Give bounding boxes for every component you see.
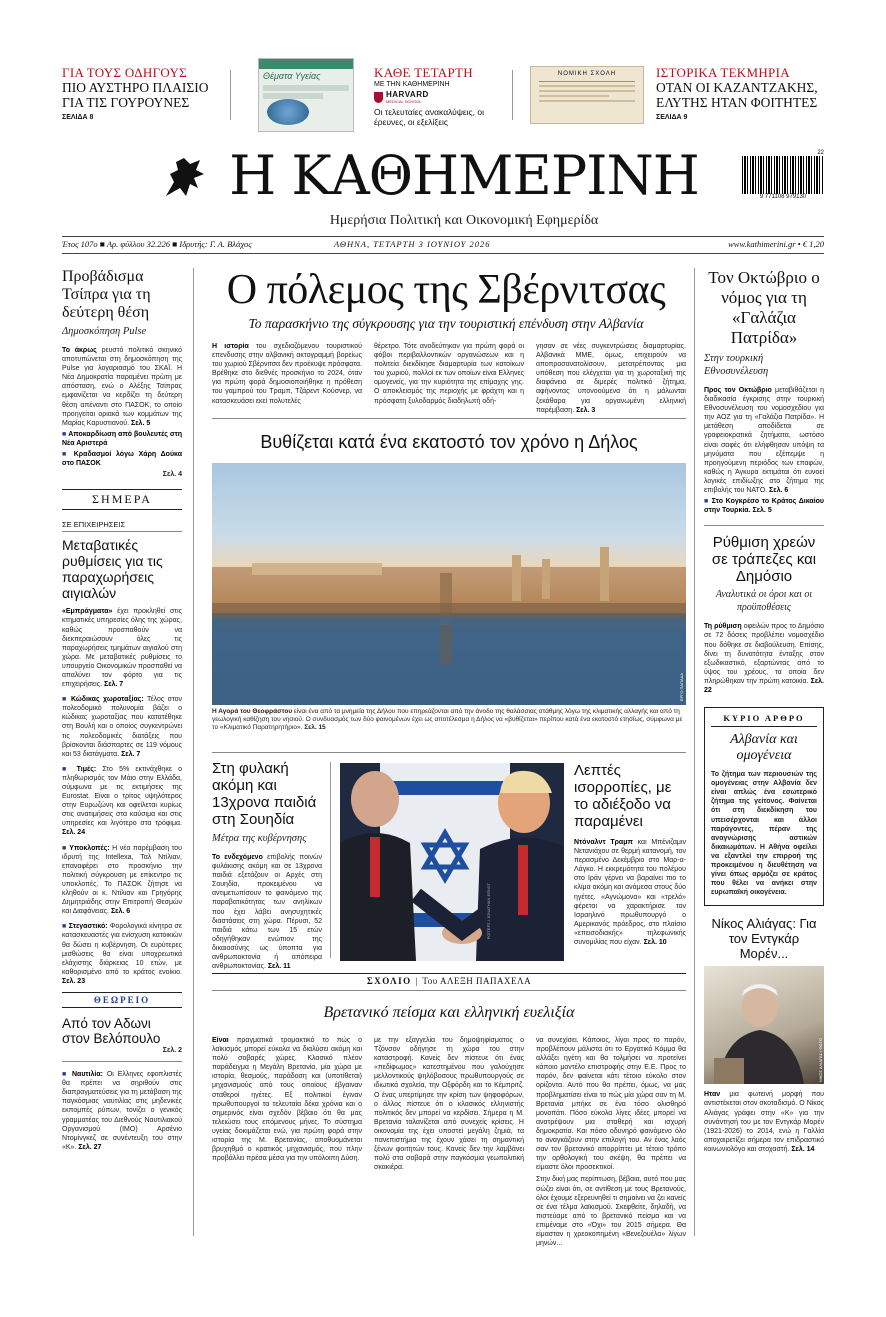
teaser-kicker: ΙΣΤΟΡΙΚΑ ΤΕΚΜΗΡΙΑ (656, 65, 790, 80)
related-bullet[interactable]: ■ Στο Κογκρέσο το Κράτος Δικαίου στην Τουρκία. Σελ. 5 (704, 498, 824, 515)
photo-credit: ΝΙΚΟΣ ΑΛΙΑΓΑΣ / ΦΩΤΟ (818, 1038, 823, 1083)
rule (62, 1061, 182, 1062)
business-label: ΣΕ ΕΠΙΧΕΙΡΗΣΕΙΣ (62, 520, 182, 532)
teaser-title: ΠΙΟ ΑΥΣΤΗΡΟ ΠΛΑΙΣΙΟ ΓΙΑ ΤΙΣ ΓΟΥΡΟΥΝΕΣ (62, 80, 209, 110)
prison-story (212, 760, 322, 971)
teaser-drivers[interactable] (62, 66, 222, 121)
brand-name: HARVARD (386, 90, 429, 99)
teaser-page: ΣΕΛΙΔΑ 8 (62, 114, 94, 121)
story-title[interactable]: Λεπτές ισορροπίες, με το αδιέξοδο να παραμένει (574, 762, 672, 830)
editorial-label: ΚΥΡΙΟ ΑΡΘΡΟ (711, 713, 817, 727)
teaser-history[interactable] (656, 66, 826, 121)
teaser-title: ΟΤΑΝ ΟΙ ΚΑΖΑΝΤΖΑΚΗΣ, ΕΛΥΤΗΣ ΗΤΑΝ ΦΟΙΤΗΤΕΣ (656, 80, 818, 110)
brief-item[interactable]: ■ Τιμές: Στο 5% εκτινάχθηκε ο πληθωρισμός τον Μάιο στην Ελλάδα, σύμφωνα με τις εκτιμήσεις της Eurostat. Είναι ο τρίτος υψηλότερος στην Ευρωζώνη και οφείλεται κυρίως στις ανατιμήσεις στα καύσιμα και στις υπηρεσίες και λιγότερο στα τρόφιμα. Σελ. 24 (62, 765, 183, 837)
theory-label: ΘΕΩΡΕΙΟ (93, 994, 151, 1005)
story-title[interactable]: Μεταβατικές ρυθμίσεις για τις παραχωρήσεις αιγιαλών (62, 537, 163, 602)
historical-document-image[interactable] (530, 66, 644, 124)
teaser-kicker: ΚΑΘΕ ΤΕΤΑΡΤΗ (374, 65, 473, 80)
story-title[interactable]: Προβάδισμα Τσίπρα για τη δεύτερη θέση (62, 268, 151, 321)
story-sub: Μέτρα της κυβέρνησης (212, 833, 307, 844)
story-body: Το άκρως ρευστό πολιτικό σκηνικό αποτυπώνεται στη δημοσκόπηση της Pulse για λογαριασμό του ΣΚΑΪ. Η Νέα Δημοκρατία παραμένει πρώτη με απόσταση, ενώ ο Αλέξης Τσίπρας εμφανίζεται να κερδίζει τη δεύτερη θέση απέναντι στο ΠΑΣΟΚ, το οποίο προηγείται οριακά των κομμάτων της Μαρίας Καρυστιανού. Σελ. 5 (62, 347, 182, 427)
griffin-logo-icon (160, 152, 208, 202)
column-divider (694, 268, 695, 1236)
info-bar (62, 238, 824, 252)
editorial-title[interactable]: Αλβανία και ομογένεια (730, 732, 798, 764)
brief-item[interactable]: ■ Κώδικας χωροταξίας: Τέλος στον πολεοδομικό πολυνομία βάζει ο κώδικας χωροταξίας που κατατέθηκε στη Βουλή και ο οποίος συγκεντρώνει τις πολεοδομικές διατάξεις που βρίσκονται διάσπαρτες σε 119 νόμους και 53 διατάγματα. Σελ. 7 (62, 696, 182, 758)
teaser-health[interactable] (374, 66, 506, 127)
column-divider (330, 762, 331, 958)
main-article-body: Η ιστορία του σχεδιαζόμενου τουριστικού επενδυσης στην αλβανική ακτογραμμή βορείως του χωριού Σβέρνιτσα δεν προέκυψε πρόσφατα. Βρέθηκε στο διεθνές προσκήνιο το 2024, όταν για πρώτη φορά δημοσιοποιήθηκε η πρόθεση του γαμπρού του Τραμπ, Τζάρεντ Κούσνερ, να κατασκευάσει εκεί πολυτελές θέρετρο. Τότε ανοδεύτηκαν για πρώτη φορά οι φόβοι περιβαλλοντικών οργανώσεων και η πολιτεία διεκδίκησε διαμαρτυρία των κατοίκων του χωριού, πολλοί εκ των οποίων είναι Ελληνες ομογενείς, για την κυριότητα της επίμαχης γης. Ο αποκλεισμός της περιοχής με φράχτη και η πρόσφατη ξυλοδαρμός διαδηλωτή οδή- γησαν σε νέες συγκεντρώσεις διαμαρτυρίας. Αλβανικά ΜΜΕ, όμως, επιχειρούν να αποπροσανατολίσουν, μετατρέποντας μια υπόθεση που ελέγχεται για τη χωροταξική της διαφάνεια σε διμερές πολιτικό ζήτημα, αφήνοντας υπονοούμενα ότι η μάλωνται ξεκάθαρα για οργανωμένη ελληνική παρέμβαση. Σελ. 3 (212, 343, 686, 414)
trump-netanyahu-photo[interactable] (340, 763, 564, 961)
masthead-title: Η ΚΑΘΗΜΕΡΙΝΗ (229, 144, 699, 207)
comment-label: ΣΧΟΛΙΟ | Του ΑΛΕΞΗ ΠΑΠΑΧΕΛΑ (366, 976, 532, 986)
story-body: Ντόναλντ Τραμπ και Μπένιζαμιν Νετανιάχου σε θερμή κατανομή, τον περασμένο Δεκέμβριο στο Μαρ-α-Λάγκο. Η εκκρεμότητα του πολέμου στο Ιράν γέρνει να βαραίνει πιο το κλίμα ακόμη και ανάμεσα στους δύο ηγέτες. «Αγνώμονα» και «τρελό» φέρεται να χαρακτήρισε τον Ισραηλινό πρωθυπουργό ο Αμερικανός πρόεδρος, στο πλαίσιο «επεισοδιακής» τηλεφωνικής συνομιλίας που είχαν. Σελ. 10 (574, 839, 686, 947)
rule (212, 418, 686, 419)
rule (212, 990, 686, 991)
story-sub: Στην τουρκική Εθνοσυνέλευση (704, 353, 769, 377)
delos-caption: Η Αγορά του Θεοφράστου είναι ένα από τα μνημεία της Δήλου που επηρεάζονται από την άνοδο της θαλάσσιας στάθμης λόγω της κλιματικής αλλαγής και από τη γεωλογική καθίζηση του νησιού. Ο συνδυασμός των δύο φαινομένων έχει ως αποτέλεσμα η Δήλος να «βυθίζεται» περίπου κατά ένα εκατοστό ετησίως, σύμφωνα με το «Κλιματικό Παρατηρητήριο». Σελ. 15 (212, 708, 683, 731)
story-body: Τη ρύθμιση οφειλών προς το Δημόσιο σε 72 δόσεις προβλέπει νομοσχέδιο που δόθηκε σε διαβούλευση. Επίσης, δίνει τη δυνατότητα ένταξης στον εξωδικαστικό, εξαρτώντας από το ύψος του χρέους, τα οποία δεν πληρώθηκαν την πρώτη κατοικία. Σελ. 22 (704, 623, 824, 694)
rule (62, 253, 824, 254)
story-title[interactable]: Τον Οκτώβριο ο νόμος για τη «Γαλάζια Πατρίδα» (708, 268, 820, 347)
story-title[interactable]: Στη φυλακή ακόμη και 13χρονα παιδιά στη Σουηδία (212, 760, 317, 828)
website-price[interactable]: www.kathimerini.gr • € 1,20 (728, 239, 824, 249)
related-bullet[interactable]: ■ Αποκαρδίωση από βουλευτές στη Νέα Αριστερά (62, 430, 183, 447)
barcode (742, 150, 824, 206)
story-body: Προς τον Οκτώβριο μεταβιθάζεται η διαδικασία έγκρισης στην τουρκική Εθνοσυνέλευση του νομοσχεδίου για την ΑΟΖ για τη «Γαλάζια Πατρίδα». Η μετάθεση αποδίδεται σε γραφειοκρατικά ζητήματα, ωστόσο είναι σαφές ότι ελήφθησαν υπόψη τα μηνύματα που εξέπεμψε η προηγούμενη περιόδος των επαφών, καθώς η Άγκυρα εκτιμάται ότι ευνοεί λογικές επιδίωξης στο ζήτημα της επιβολής του ΝΑΤΟ. Σελ. 6 (704, 387, 824, 495)
rule (212, 752, 686, 753)
brand-sub: MEDICAL SCHOOL (386, 99, 422, 104)
photo-credit: ΕΡΓΟ ΠΑΠΑΔΑ (679, 672, 684, 701)
edition-info: Έτος 107ο ■ Αρ. φύλλου 32.226 ■ Ιδρυτής: Γ. Α. Βλάχος (62, 239, 252, 249)
masthead-tagline: Ημερήσια Πολιτική και Οικονομική Εφημερίδα (329, 213, 599, 228)
right-column (704, 268, 824, 1154)
date-line: ΑΘΗΝΑ, ΤΕΤΑΡΤΗ 3 ΙΟΥΝΙΟΥ 2026 (334, 239, 491, 249)
morin-portrait-photo[interactable] (704, 966, 824, 1084)
comment-headline[interactable]: Βρετανικό πείσμα και ελληνική ευελιξία (323, 1004, 575, 1021)
health-magazine-cover[interactable] (258, 58, 354, 132)
story-body: Ηταν μια φωτεινή μορφή που αντιστέκεται στον σκοταδισμό. Ο Νίκος Αλιάγας γράφει στην «Κ» για την συνάντησή του με τον Εντγκάρ Μορέν (1921-2026) το 2014, ενώ η Γαλλία αποχαιρετίζει σήμερα τον επιδραστικό κοινωνιολόγο και στοχαστή. Σελ. 14 (704, 1091, 824, 1153)
column-divider (193, 268, 194, 1236)
editorial-body: Το ζήτημα των περιουσιών της ομογένειας στην Αλβανία δεν είναι απλώς ένα εσωτερικό ζήτημα της γείτονος. Φαίνεται ότι στη διεκδίκηση του υπεισέρχονται και άλλοι παράγοντες, πέραν της αναγνώρισης αστικών δικαιωμάτων. Η Αθήνα οφείλει να εξαντλεί την επιρροή της προκειμένου η διευθέτηση να γίνει όπως αρμόζει σε κράτος που θέλει να ανήκει στην ευρωπαϊκή οικογένεια. (711, 771, 817, 897)
story-body: «Εμπράγματα» έχει προκληθεί στις κτηματικές υπηρεσίες όλης της χώρας, καθώς προσπαθούν να διεκπεραιώσουν όλες τις παραχωρήσεις τμημάτων αιγιαλού στη χώρα. Με μεταβατικές ρυθμίσεις το υπουργείο Οικονομικών προσπαθεί να απαλύνει τον φόρτο για τις επιχειρήσεις. Σελ. 7 (62, 608, 182, 689)
teaser-page: ΣΕΛΙΔΑ 9 (656, 114, 688, 121)
rule (704, 525, 824, 526)
page-ref: Σελ. 2 (162, 1046, 182, 1054)
story-title[interactable]: Νίκος Αλιάγας: Για τον Εντγκάρ Μορέν... (711, 916, 817, 962)
magazine-title: Θέματα Υγείας (263, 71, 321, 81)
story-title[interactable]: Ρύθμιση χρεών σε τράπεζες και Δημόσιο (711, 534, 817, 586)
photo-credit: ΡΟΪΤΕΡΣ / JONATHAN ERNST (486, 883, 491, 940)
story-title[interactable]: Από τον Αδωνι στον Βελόπουλο (62, 1015, 161, 1046)
related-bullet[interactable]: ■ Κραδασμοί λόγω Χάρη Δούκα στο ΠΑΣΟΚ (62, 451, 183, 468)
story-body: Το ενδεχόμενο επιβολής ποινών φυλάκισης ακόμη και σε 13χρονα παιδιά εξετάζουν οι Αρχές στη Σουηδία, προκειμένου να αντιμετωπίσουν το φαινόμενο της παραβατικότητας των ανηλίκων που έχει λάβει ανησυχητικές διαστάσεις στη χώρα. Πέρυσι, 52 παιδιά κάτω των 15 ετών οδηγήθηκαν ενώπιον της δικαιοσύνης ως ύποπτα για ανθρωποκτονία ή απόπειρα ανθρωποκτονίας. Σελ. 11 (212, 854, 322, 971)
trump-story (574, 762, 686, 947)
barcode-top: 22 (817, 150, 824, 156)
today-label: ΣΗΜΕΡΑ (92, 492, 152, 507)
page-ref: Σελ. 4 (162, 471, 182, 479)
rule (62, 236, 824, 237)
barcode-number: 9 771108 979130 (759, 194, 807, 200)
main-headline[interactable]: Ο πόλεμος της Σβέρνιτσας (226, 267, 666, 313)
left-column (62, 268, 182, 1152)
delos-headline[interactable]: Βυθίζεται κατά ένα εκατοστό τον χρόνο η Δήλος (260, 432, 638, 452)
brief-item[interactable]: ■ Υποκλοπές: Η νέα παρέμβαση του ιδρυτή της Intellexa, Ταλ Ντίλιαν, επαναφέρει στο προσκήνιο την πολιτική σύγκρουση με επίκεντρο τις υποκλοπές. Το ΠΑΣΟΚ ζήτησε να κληθούν οι κ. Ντίλιαν και Γρηγόρης Δημητριάδης στην Επιτροπή Θεσμών και Διαφάνειας. Σελ. 6 (62, 844, 182, 916)
delos-photo[interactable] (212, 463, 686, 705)
teaser-kicker: ΓΙΑ ΤΟΥΣ ΟΔΗΓΟΥΣ (62, 65, 188, 80)
divider (230, 70, 231, 120)
divider (512, 70, 513, 120)
teaser-title: Οι τελευταίες ανακαλύψεις, οι έρευνες, οι εξελίξεις (374, 107, 484, 127)
brief-item[interactable]: ■ Στεγαστικό: Φορολογικά κίνητρα σε κατασκευαστές για ενίσχυση κατοικιών θα δώσει η κυβέρνηση. Οι ευρύτερες μισθώσεις θα είναι υποχρεωτικά ελάχιστης διάρκειας 10 ετών, με καθορισμένο από το κράτος ενοίκιο. Σελ. 23 (62, 923, 182, 985)
document-title: ΝΟΜΙΚΗ ΣΧΟΛΗ (557, 71, 617, 77)
comment-body: Είναι πραγματικά τρομακτικό το πώς ο λαϊκισμός μπορεί εύκολα να διαλύσει ακόμη και πολύ σοβαρές χώρες. Κλασικό πλέον παράδειγμα η Μεγάλη Βρετανία, μία χώρα με ιστορία, θεσμούς, παράδοση και (υποτίθεται) μηχανισμούς από τους οποίους έβγαιναν σταθεροί ηγέτες. Εξ πολιτικοί έγιναν πρωθυπουργοί τα τελευταία δέκα χρόνια και ο σημερινός είναι σχεδόν βέβαιο ότι θα μας τελειώσει τους επόμενους μήνες. Το σύστημα υγείας δοκιμάζεται ενώ, για πρώτη φορά στην ιστορία της Μ. Βρετανίας, αποθυομάνεται βρυχηθμό ο κρατικός μηχανισμός, που πλην προβάλλει πρέσα μέσα για την υπόλοιπη Δύση. με την εξαγγελία του δημοψηφίσματος ο Τζόνσον οδήγησε τη χώρα του στην καταστροφή. Κανείς δεν πίστευε ότι ένας «πεδίφωμος» κατεστημένου που γαλούχησε μελλοντικούς ψηλόβοσους πρωθυπουργούς σε ιδιωτικά σχολεία, την Οξφόρδη και το Κέμπριτζ. Ο ένας υπερτίμησε την κρίση των ψηφοφόρων, ο άλλος πίστευε ότι ο κλασικός ελληνιστής πολιτικός δεν μπορεί να κερδίσει. Σήμερα η Μ. Βρετανία ταλανίζεται από συνεχείς κρίσεις. Η οικονομία της έχει υποστεί μεγάλη ζημιά, τα πανεπιστήμια της έχουν χάσει τη σημαντική ξένων φοιτητών τους. Κανείς δεν την λαμβάνει πολύ στα σοβαρά στην παγκόσμια γεωπολιτική σκακιέρα. να συνεχίσει. Κάποιος, λίγοι προς το παρόν, προβλέπουν μάλιστα ότι το Εργατικό Κόμμα θα αλλάξει ηγέτη και θα τολμήσει να προτείνει κάποιο μοντέλο επιστροφής στην Ε.Ε. Προς το παρόν, δεν φαίνεται κάτι τέτοιο εύκολο στον ορίζοντα. Αυτό που θα πρέπει, όμως, να μας προβληματίσει είναι το πώς μία χώρα σαν τη Μ. Βρετανία μπήκε σε ένα τόσο ολισθηρό μονοπάτι. Πόσο εύκολα λίγες ιδέες μπορεί να ανατρέψουν μια σταθερή και ισχυρή δημοκρατία. Και πόσο οδυνηρό φαινόμενο όλο το αναγκάζουν στην επιλογή του. Αν ένας λαός σαν τον βρετανικό απορρίπτει με τέτοιο τρόπο την ορθολογική του σκέψη, θα πρέπει να είμαστε όλοι προσεκτικοί. Στην δική μας περίπτωση, βέβαια, αυτό που μας σώζει είναι ότι, σε αντίθεση με τους Βρετανούς, όλοι έχουμε εξερευνηθεί τι σημαίνει να ζει κανείς σε ένα τέλμα λαϊκισμού. Σκεφθείτε, δηλαδή, να πιστεύαμε από το βρετανικό πείσμα και να επιμέναμε στο «Όχι» του 2015 σήμερα. Θα είμασταν η χρεοκοπημένη «Βενεζουέλα» λίγων μηνών... (212, 1037, 686, 1248)
story-sub: Δημοσκόπηση Pulse (62, 326, 147, 337)
harvard-shield-icon (374, 92, 383, 103)
rule (212, 973, 686, 974)
main-subhead: Το παρασκήνιο της σύγκρουσης για την τουριστική επένδυση στην Αλβανία (248, 316, 644, 331)
teaser-subkicker: ΜΕ ΤΗΝ ΚΑΘΗΜΕΡΙΝΗ (374, 81, 450, 88)
story-sub: Αναλυτικά οι όροι και οι προϋποθέσεις (715, 589, 813, 614)
brief-item[interactable]: ■ Ναυτιλία: Οι Ελληνες εφοπλιστές θα πρέπει να σηριθούν στις διαπραγματεύσεις για τη μετάβαση της παγκόσμιας ναυτιλίας στις μηδενικές εκπομπές ρύπων, τονίζει ο γενικός γραμματέας του Διεθνούς Ναυτιλιακού Οργανισμού (ΙΜΟ) Αρσένιο Ντομίνγκεζ σε συνέντευξη του στην «Κ». Σελ. 27 (62, 1071, 183, 1151)
